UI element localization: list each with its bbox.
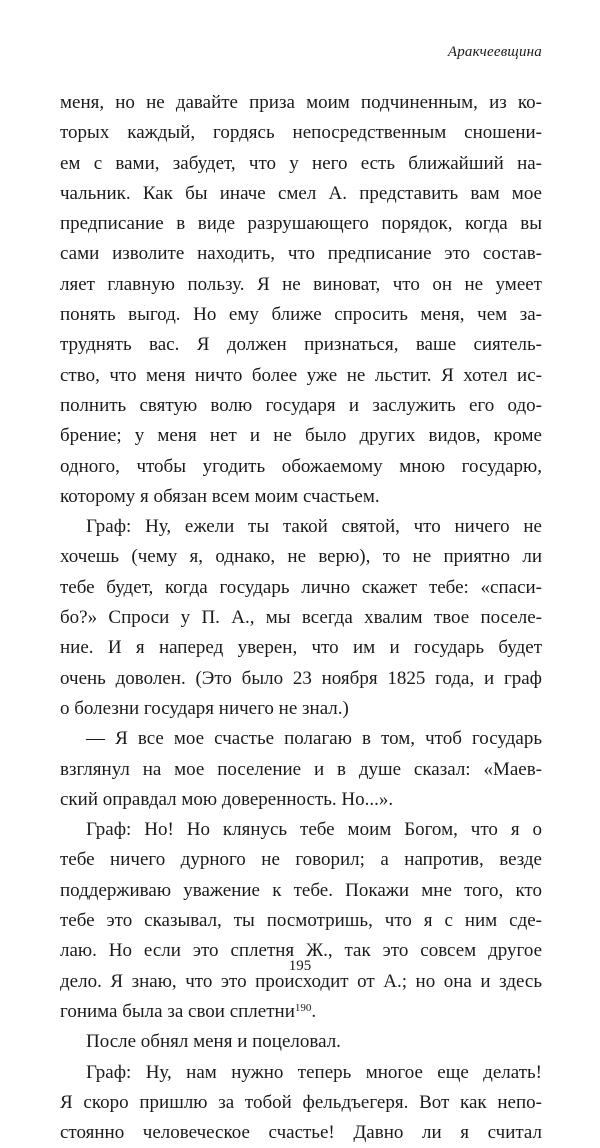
text-line: брение; у меня нет и не было других видов, кроме xyxy=(60,421,542,451)
text-line: ляет главную пользу. Я не виноват, что он не умеет xyxy=(60,270,542,300)
text-line: — Я все мое счастье полагаю в том, чтоб государь xyxy=(60,724,542,754)
paragraph xyxy=(60,512,542,724)
text-line: ние. И я наперед уверен, что им и государь будет xyxy=(60,633,542,663)
paragraph xyxy=(60,88,542,512)
paragraph xyxy=(60,815,542,1027)
text-line: торых каждый, гордясь непосредственным сношени- xyxy=(60,118,542,148)
text-line: поддерживаю уважение к тебе. Покажи мне того, кто xyxy=(60,876,542,906)
paragraph xyxy=(60,1027,542,1057)
footnote-reference[interactable]: 190 xyxy=(295,1002,312,1014)
text-line: труднять вас. Я должен признаться, ваше сиятель- xyxy=(60,330,542,360)
text-line: Граф: Ну, нам нужно теперь многое еще делать! xyxy=(60,1058,542,1088)
paragraph xyxy=(60,1058,542,1148)
text-line: ство, что меня ничто более уже не льстит. Я хотел ис- xyxy=(60,361,542,391)
text-line: меня, но не давайте приза моим подчиненным, из ко- xyxy=(60,88,542,118)
text-line: понять выгод. Но ему ближе спросить меня, чем за- xyxy=(60,300,542,330)
text-line: тебе ничего дурного не говорил; а напротив, везде xyxy=(60,845,542,875)
text-line: взглянул на мое поселение и в душе сказал: «Маев- xyxy=(60,755,542,785)
text-line: которому я обязан всем моим счастьем. xyxy=(60,482,542,512)
text-line: Граф: Ну, ежели ты такой святой, что ничего не xyxy=(60,512,542,542)
text-line: гонима была за свои сплетни$^{190}$. xyxy=(60,997,542,1027)
text-line: предписание в виде разрушающего порядок, когда вы xyxy=(60,209,542,239)
paragraph xyxy=(60,724,542,815)
text-line: ем с вами, забудет, что у него есть ближайший на- xyxy=(60,149,542,179)
text-line: хочешь (чему я, однако, не верю), то не приятно ли xyxy=(60,542,542,572)
text-line: тебе это сказывал, ты посмотришь, что я с ним сде- xyxy=(60,906,542,936)
page-number: 195 xyxy=(0,958,600,975)
text-line: сами изволите находить, что предписание это состав- xyxy=(60,239,542,269)
text-line: Граф: Но! Но клянусь тебе моим Богом, что я о xyxy=(60,815,542,845)
text-line: одного, чтобы угодить обожаемому мною государю, xyxy=(60,452,542,482)
text-line: дело. Я знаю, что это происходит от А.; но она и здесь xyxy=(60,967,542,997)
text-line: чальник. Как бы иначе смел А. представить вам мое xyxy=(60,179,542,209)
body-text xyxy=(60,88,542,1148)
text-line: бо?» Спроси у П. А., мы всегда хвалим твое поселе- xyxy=(60,603,542,633)
text-line: о болезни государя ничего не знал.) xyxy=(60,694,542,724)
text-line: полнить святую волю государя и заслужить его одо- xyxy=(60,391,542,421)
text-line: очень доволен. (Это было 23 ноября 1825 года, и граф xyxy=(60,664,542,694)
running-head: Аракчеевщина xyxy=(448,44,542,61)
text-line: Я скоро пришлю за тобой фельдъегеря. Вот как непо- xyxy=(60,1088,542,1118)
text-line: После обнял меня и поцеловал. xyxy=(60,1027,542,1057)
text-line: ский оправдал мою доверенность. Но...». xyxy=(60,785,542,815)
text-line: стоянно человеческое счастье! Давно ли я считал xyxy=(60,1118,542,1148)
text-line: лаю. Но если это сплетня Ж., так это совсем другое xyxy=(60,936,542,966)
text-line: тебе будет, когда государь лично скажет тебе: «спаси- xyxy=(60,573,542,603)
